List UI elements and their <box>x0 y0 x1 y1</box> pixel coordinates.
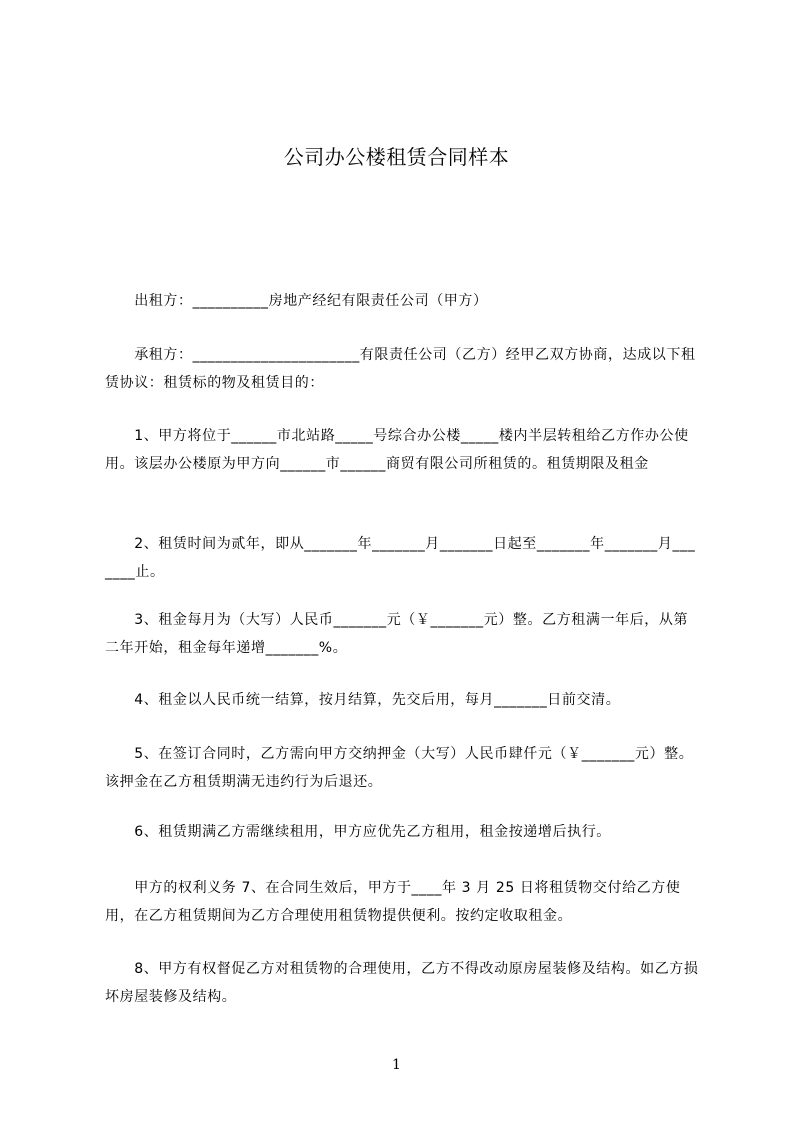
paragraph-clause-5: 5、在签订合同时，乙方需向甲方交纳押金（大写）人民币肆仟元（￥_______元）整。该押金在乙方租赁期满无违约行为后退还。 <box>105 746 694 790</box>
paragraph-clause-3: 3、租金每月为（大写）人民币_______元（￥_______元）整。乙方租满一年后，从第二年开始，租金每年递增_______%。 <box>105 612 689 656</box>
paragraph-clause-6: 6、租赁期满乙方需继续租用，甲方应优先乙方租用，租金按递增后执行。 <box>105 824 611 840</box>
document-title: 公司办公楼租赁合同样本 <box>283 145 510 169</box>
page-number: 1 <box>392 1057 401 1073</box>
paragraph-clause-2: 2、租赁时间为贰年，即从_______年_______月_______日起至_______年_______月_______止。 <box>105 536 696 580</box>
paragraph-clause-8: 8、甲方有权督促乙方对租赁物的合理使用，乙方不得改动原房屋装修及结构。如乙方损坏房屋装修及结构。 <box>105 961 699 1005</box>
paragraph-clause-4: 4、租金以人民币统一结算，按月结算，先交后用，每月_______日前交清。 <box>105 692 621 708</box>
paragraph-clause-7: 甲方的权利义务 7、在合同生效后，甲方于____年 3 月 25 日将租赁物交付给乙方使用，在乙方租赁期间为乙方合理使用租赁物提供便利。按约定收取租金。 <box>105 880 681 924</box>
paragraph-clause-1: 1、甲方将位于______市北站路_____号综合办公楼_____楼内半层转租给乙方作办公使用。该层办公楼原为甲方向______市______商贸有限公司所租赁的。租赁期限及租金 <box>105 428 689 472</box>
paragraph-lessee: 承租方：______________________有限责任公司（乙方）经甲乙双方协商，达成以下租赁协议：租赁标的物及租赁目的： <box>105 347 696 391</box>
paragraph-lessor: 出租方：__________房地产经纪有限责任公司（甲方） <box>105 293 488 309</box>
